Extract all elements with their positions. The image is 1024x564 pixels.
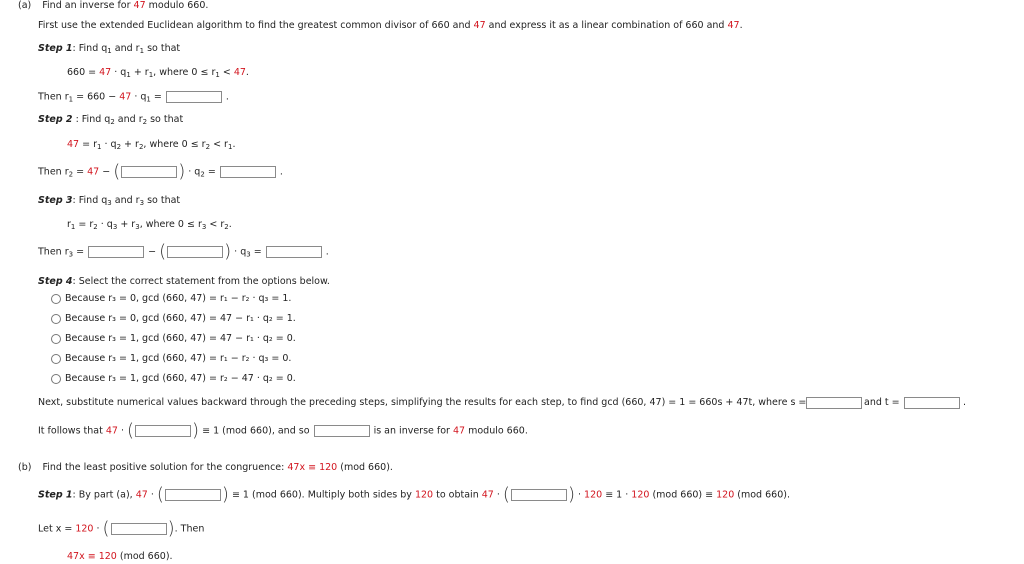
follows-47: 47 — [105, 425, 118, 437]
next-period: . — [963, 397, 967, 408]
part-b-final-end: (mod 660). — [116, 551, 173, 562]
step4-heading — [38, 276, 330, 288]
part-a-a: 47 — [133, 0, 146, 11]
part-a-label: (a) — [18, 0, 32, 11]
step1-eq-where: , where 0 ≤ r — [153, 67, 216, 78]
part-b-prompt-pre: Find the least positive solution for the congruence: — [42, 462, 288, 473]
step1-equation: $660 = 47 \cdot q_1 + r_1$, where $0 \le r_1 < 47$. — [67, 67, 249, 79]
radio-icon[interactable] — [51, 314, 61, 324]
step1-then-pre: Then r — [38, 91, 69, 103]
step2-title: Step 2 — [38, 114, 73, 125]
part-b-step1-pre: : By part (a), — [72, 489, 136, 501]
part-a-heading — [18, 0, 208, 12]
inverse-input[interactable] — [314, 425, 370, 437]
step3-desc: : Find q — [72, 195, 108, 206]
intro-text-1: First use the extended Euclidean algorithm to find the greatest common divisor of 660 and — [38, 20, 474, 31]
step3-r1-input[interactable] — [88, 246, 144, 258]
s-input[interactable] — [806, 397, 862, 409]
follows-pre: It follows that — [38, 425, 106, 437]
part-b-let-120: 120 — [75, 523, 94, 535]
step3-equation: $r_1 = r_2 \cdot q_3 + r_3$, where $0 \le r_3 < r_2$. — [67, 219, 232, 231]
r1-input[interactable] — [166, 91, 222, 103]
step2-eq-mid: = r — [79, 139, 97, 150]
part-b-s1-mid: ≡ 1 (mod 660). Multiply both sides by — [231, 489, 415, 501]
part-b-let-pre: Let x = — [38, 523, 76, 535]
step2-heading: Step 2 : Find $q_2$ and $r_2$ so that — [38, 114, 184, 126]
step2-then-minus: − — [99, 166, 114, 178]
radio-icon[interactable] — [51, 374, 61, 384]
step1-then-mid: = 660 − — [73, 91, 120, 103]
part-a-intro — [38, 20, 743, 32]
part-b-s1-tail-end: (mod 660). — [734, 489, 790, 501]
step4-title: Step 4 — [38, 276, 73, 287]
step4-option-3[interactable] — [51, 333, 296, 345]
step2-equation: $47 = r_1 \cdot q_2 + r_2$, where $0 \le r_2 < r_1$. — [67, 139, 236, 151]
part-b-s1-120: 120 — [414, 489, 434, 501]
part-a-m: 660 — [187, 0, 206, 11]
part-b-label: (b) — [18, 462, 32, 473]
step2-eq-47: 47 — [67, 139, 80, 150]
part-b-s1-tail-mod: (mod 660) ≡ — [649, 489, 717, 501]
part-b-eq: 47x ≡ 120 — [287, 462, 338, 473]
step1-eq-lead: 660 = — [67, 67, 100, 78]
step2-then-pre: Then r — [38, 166, 69, 178]
option-4-label: Because r₃ = 1, gcd (660, 47) = r₁ − r₂ · q₃ = 0. — [65, 353, 292, 364]
r2-input[interactable] — [220, 166, 276, 178]
radio-icon[interactable] — [51, 334, 61, 344]
step1-eq-end: . — [245, 67, 249, 78]
b-inverse-input[interactable] — [165, 489, 221, 501]
next-text: Next, substitute numerical values backward through the preceding steps, simplifying the results for each step, to find gcd (660, 47) = 1 = 660s + 47t, where s = — [38, 397, 807, 408]
intro-text-3: . — [739, 20, 743, 31]
part-b-s1-tail-mid: ≡ 1 · — [602, 489, 632, 501]
step3-heading: Step 3: Find $q_3$ and $r_3$ so that — [38, 195, 181, 207]
step4-option-1[interactable] — [51, 293, 291, 305]
step1-desc: : Find q — [72, 43, 108, 54]
step1-eq-47: 47 — [99, 67, 112, 78]
step1-eq-plus: + r — [130, 67, 149, 78]
part-b-step1-title: Step 1 — [38, 489, 73, 501]
step3-then-pre: Then r — [38, 246, 69, 258]
step1-eq-lt: < — [219, 67, 234, 78]
intro-47b: 47 — [727, 20, 740, 31]
follows-inv-pre: is an inverse for — [373, 425, 453, 437]
step2-r1-input[interactable] — [121, 166, 177, 178]
part-b-s1-120d: 120 — [716, 489, 735, 501]
part-b-let: Let x = 120 · ( ). Then — [38, 518, 205, 539]
r3-input[interactable] — [266, 246, 322, 258]
part-b-s1-47: 47 — [135, 489, 148, 501]
part-a-prompt-end: . — [205, 0, 209, 11]
option-5-label: Because r₃ = 1, gcd (660, 47) = r₂ − 47 · q₂ = 0. — [65, 373, 296, 384]
part-b-heading — [18, 462, 393, 474]
part-b-s1-obtain: to obtain — [433, 489, 482, 501]
part-a-prompt-mid: modulo — [145, 0, 188, 11]
b-inverse-input-2[interactable] — [511, 489, 567, 501]
step2-then-47: 47 — [87, 166, 100, 178]
part-b-let-then: . Then — [174, 523, 205, 535]
radio-icon[interactable] — [51, 354, 61, 364]
step1-then: Then $r_1 = 660 - 47 \cdot q_1$ = . — [38, 91, 229, 104]
step1-then-end: · q — [131, 91, 147, 103]
part-b-s1-120b: 120 — [584, 489, 603, 501]
step4-desc: : Select the correct statement from the options below. — [72, 276, 330, 287]
option-1-label: Because r₃ = 0, gcd (660, 47) = r₁ − r₂ · q₃ = 1. — [65, 293, 292, 304]
step1-then-47: 47 — [119, 91, 132, 103]
intro-47: 47 — [473, 20, 486, 31]
step1-title: Step 1 — [38, 43, 73, 54]
part-b-step1: Step 1: By part (a), 47 · ( ) ≡ 1 (mod 660). Multiply both sides by 120 to obtain 47 · ( ) · 120 ≡ 1 · 120 (mod 660) ≡ 120 (mod 660). — [38, 484, 790, 505]
step4-option-2[interactable] — [51, 313, 296, 325]
let-x-input[interactable] — [111, 523, 167, 535]
follows-inverse-input[interactable] — [135, 425, 191, 437]
part-b-s1-tail-pre: · — [578, 489, 585, 501]
step1-eq-mid: · q — [111, 67, 127, 78]
part-b-s1-47b: 47 — [481, 489, 494, 501]
option-3-label: Because r₃ = 1, gcd (660, 47) = 47 − r₁ · q₂ = 0. — [65, 333, 296, 344]
step3-r2-input[interactable] — [167, 246, 223, 258]
part-a-prompt-pre: Find an inverse for — [42, 0, 134, 11]
follows-inv-end: modulo 660. — [465, 425, 528, 437]
follows-inv-47: 47 — [452, 425, 466, 437]
step2-then: Then $r_2 = 47$ − ( ) · $q_2$ = . — [38, 161, 283, 182]
follows-line: It follows that 47 · ( ) ≡ 1 (mod 660), and so is an inverse for 47 modulo 660. — [38, 420, 528, 441]
step2-eq-rest: · q — [101, 139, 117, 150]
radio-icon[interactable] — [51, 294, 61, 304]
intro-text-2: and express it as a linear combination of 660 and — [485, 20, 728, 31]
follows-mod: ≡ 1 (mod 660), and so — [202, 425, 310, 437]
step1-eq-47b: 47 — [233, 67, 246, 78]
step1-heading: Step 1: Find $q_1$ and $r_1$ so that — [38, 43, 181, 55]
option-2-label: Because r₃ = 0, gcd (660, 47) = 47 − r₁ · q₂ = 1. — [65, 313, 296, 324]
step4-option-5[interactable] — [51, 373, 296, 385]
follows-dot: · — [117, 425, 128, 437]
t-input[interactable] — [904, 397, 960, 409]
part-b-final — [67, 551, 173, 563]
step3-title: Step 3 — [38, 195, 73, 206]
step4-option-4[interactable] — [51, 353, 291, 365]
part-b-final-eq: 47x ≡ 120 — [67, 551, 117, 562]
step2-desc: : Find q — [72, 114, 111, 125]
part-b-prompt-end: (mod 660). — [337, 462, 393, 473]
and-t-label: and t = — [864, 397, 900, 408]
part-b-s1-120c: 120 — [631, 489, 650, 501]
step3-then: Then $r_3$ = − ( ) · $q_3$ = . — [38, 241, 329, 262]
